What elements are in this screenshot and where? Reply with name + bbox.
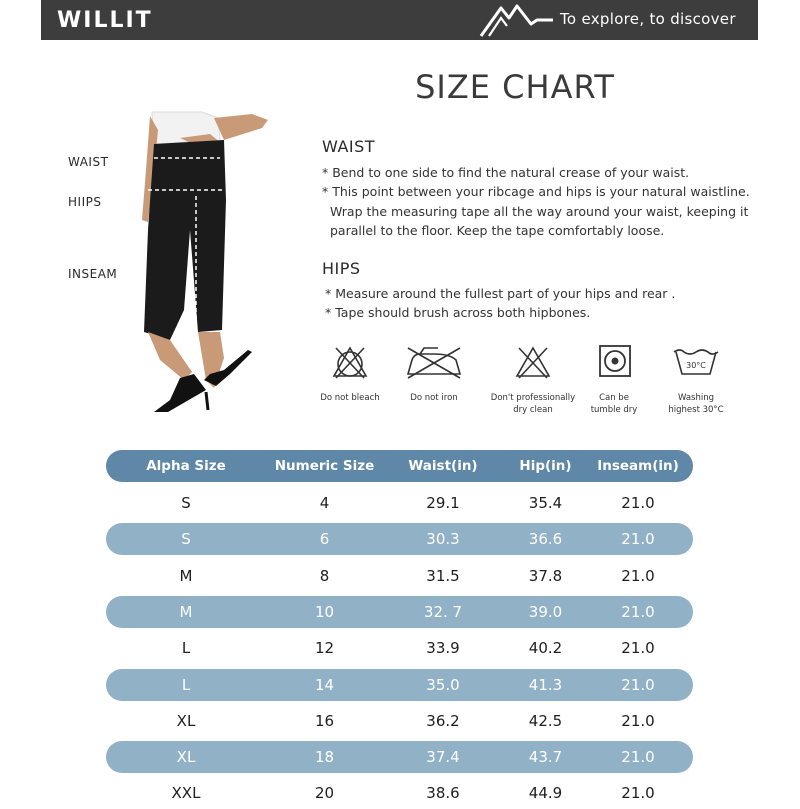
hips-bullet-1: * Measure around the fullest part of your hips and rear . — [325, 286, 676, 301]
waist-bullet-2: * This point between your ribcage and hips is your natural waistline. — [322, 184, 750, 199]
cell-hip: 39.0 — [528, 602, 563, 621]
wash-30-icon — [672, 344, 720, 380]
cell-waist: 36.2 — [426, 711, 460, 730]
cell-alpha-size: M — [179, 566, 193, 585]
table-row — [106, 560, 693, 592]
cell-waist: 30.3 — [426, 530, 460, 549]
table-row — [106, 523, 693, 555]
cell-numeric-size: 4 — [319, 494, 330, 512]
cell-hip: 37.8 — [528, 566, 563, 585]
header-hip: Hip(in) — [519, 458, 572, 474]
brand-logo: WILLIT — [57, 8, 153, 33]
model-pants-illustration — [140, 110, 270, 420]
cell-alpha-size: XL — [176, 748, 196, 767]
care-item-no-bleach — [305, 344, 395, 404]
care-label-line2: highest 30°C — [668, 405, 724, 415]
wash-temp-badge: 30°C — [686, 361, 706, 370]
care-label-line2: dry clean — [513, 405, 553, 415]
cell-waist: 29.1 — [426, 494, 460, 512]
care-label-line1: Do not iron — [410, 393, 458, 403]
cell-alpha-size: L — [181, 675, 191, 694]
cell-waist: 32. 7 — [423, 602, 463, 621]
no-bleach-icon — [330, 344, 370, 380]
care-label-wash-30 — [651, 392, 741, 416]
cell-inseam: 21.0 — [621, 494, 655, 512]
cell-hip: 35.4 — [528, 494, 563, 512]
cell-inseam: 21.0 — [621, 602, 655, 621]
care-label-line1: Can be — [599, 393, 629, 403]
care-item-tumble-dry — [569, 344, 659, 416]
cell-waist: 38.6 — [426, 784, 460, 803]
cell-waist: 37.4 — [426, 748, 460, 767]
tagline: To explore, to discover — [560, 10, 736, 28]
table-header — [106, 450, 693, 482]
cell-waist: 35.0 — [426, 675, 460, 694]
care-label-line1: Do not bleach — [320, 393, 380, 403]
table-row — [106, 741, 693, 773]
cell-numeric-size: 14 — [314, 675, 335, 694]
cell-waist: 33.9 — [426, 639, 460, 658]
cell-inseam: 21.0 — [621, 711, 655, 730]
cell-numeric-size: 16 — [314, 711, 335, 730]
cell-alpha-size: S — [181, 530, 191, 549]
mountain-logo-icon — [477, 2, 557, 38]
cell-numeric-size: 12 — [314, 639, 335, 658]
cell-alpha-size: S — [181, 494, 191, 512]
care-item-no-iron — [389, 344, 479, 404]
header-alpha-size: Alpha Size — [146, 458, 226, 474]
care-label-line1: Don't professionally — [490, 393, 576, 403]
table-row — [106, 777, 693, 809]
cell-inseam: 21.0 — [621, 748, 655, 767]
header-inseam: Inseam(in) — [597, 458, 679, 474]
care-item-no-dry-clean — [488, 344, 578, 416]
table-row — [106, 705, 693, 737]
hips-bullet-2: * Tape should brush across both hipbones. — [325, 305, 591, 320]
care-item-wash-30 — [651, 344, 741, 416]
care-label-no-iron — [389, 392, 479, 404]
page-title: SIZE CHART — [415, 68, 615, 106]
header-waist: Waist(in) — [408, 458, 478, 474]
care-label-tumble-dry — [569, 392, 659, 416]
no-dry-clean-icon — [513, 344, 553, 380]
cell-alpha-size: XXL — [171, 784, 201, 803]
waist-bullet-1: * Bend to one side to find the natural crease of your waist. — [322, 165, 690, 180]
cell-alpha-size: M — [179, 602, 193, 621]
cell-hip: 42.5 — [528, 711, 563, 730]
cell-inseam: 21.0 — [621, 566, 655, 585]
figure-label-inseam: INSEAM — [68, 267, 118, 281]
top-banner — [41, 0, 758, 40]
cell-numeric-size: 8 — [319, 566, 330, 585]
tumble-dry-icon — [594, 344, 634, 380]
cell-numeric-size: 10 — [314, 602, 335, 621]
table-row — [106, 596, 693, 628]
waist-bullet-3: Wrap the measuring tape all the way around your waist, keeping it — [330, 204, 749, 219]
table-row — [106, 669, 693, 701]
cell-inseam: 21.0 — [621, 784, 655, 803]
cell-hip: 41.3 — [528, 675, 563, 694]
cell-inseam: 21.0 — [621, 675, 655, 694]
waist-bullet-4: parallel to the floor. Keep the tape comfortably loose. — [330, 223, 665, 238]
cell-waist: 31.5 — [426, 566, 460, 585]
header-numeric-size: Numeric Size — [274, 458, 375, 474]
cell-alpha-size: XL — [176, 711, 196, 730]
no-iron-icon — [404, 344, 464, 380]
figure-label-hips: HIIPS — [68, 195, 102, 209]
cell-numeric-size: 18 — [314, 748, 335, 767]
figure-label-waist: WAIST — [68, 155, 109, 169]
cell-hip: 44.9 — [528, 784, 563, 803]
care-label-no-dry-clean — [488, 392, 578, 416]
cell-hip: 36.6 — [528, 530, 563, 549]
cell-hip: 43.7 — [528, 748, 563, 767]
cell-numeric-size: 20 — [314, 784, 335, 803]
care-label-line2: tumble dry — [590, 405, 638, 415]
care-label-no-bleach — [305, 392, 395, 404]
table-row — [106, 487, 693, 519]
waist-heading: WAIST — [322, 137, 376, 156]
cell-inseam: 21.0 — [621, 639, 655, 658]
table-row — [106, 632, 693, 664]
cell-alpha-size: L — [181, 639, 191, 658]
care-label-line1: Washing — [677, 393, 715, 403]
cell-inseam: 21.0 — [621, 530, 655, 549]
cell-hip: 40.2 — [528, 639, 563, 658]
cell-numeric-size: 6 — [319, 530, 330, 549]
hips-heading: HIPS — [322, 259, 361, 278]
